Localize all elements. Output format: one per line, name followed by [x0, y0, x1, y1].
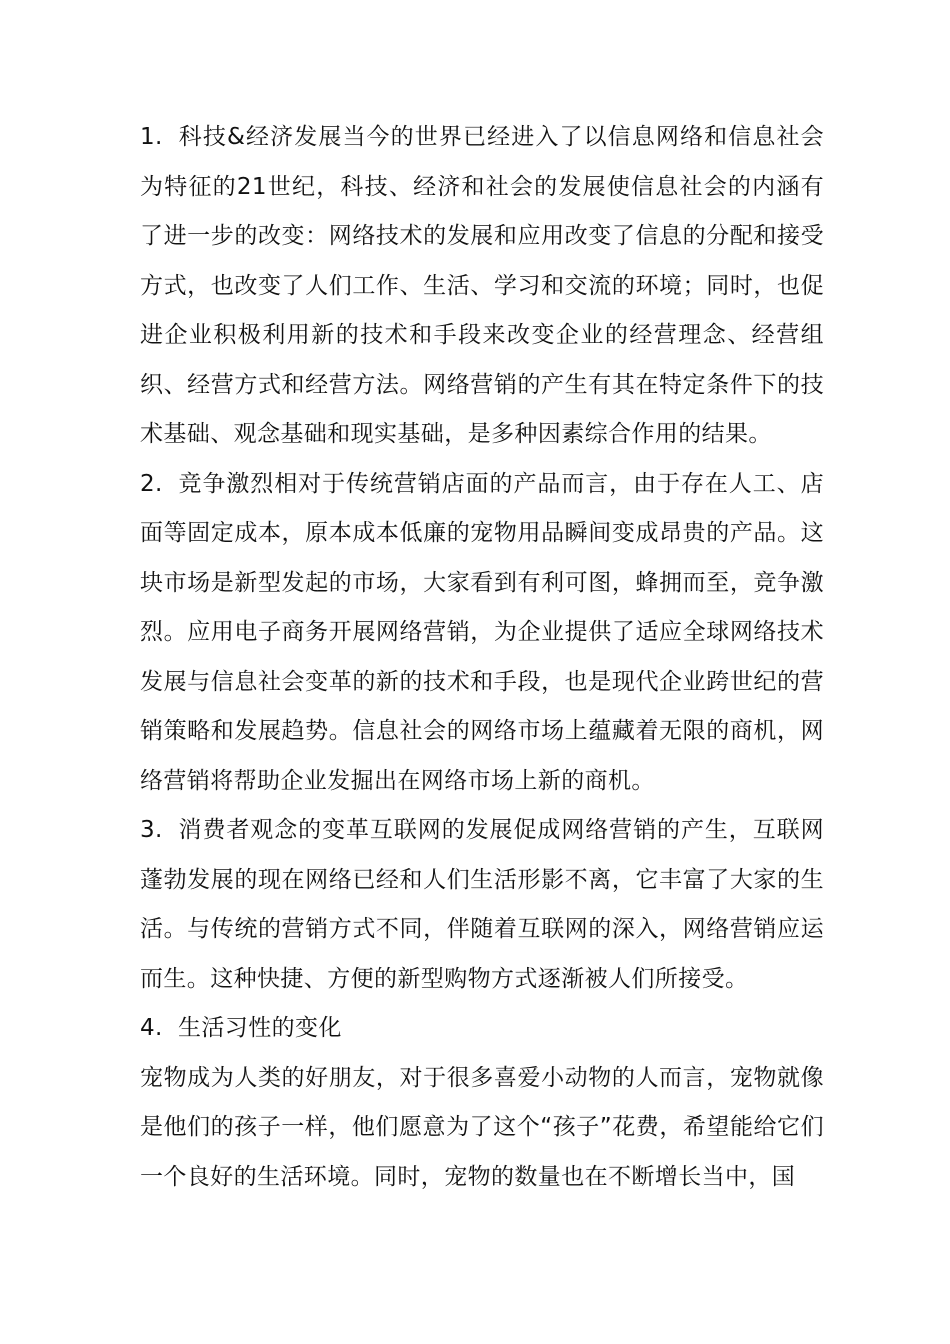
- paragraph-3: [140, 806, 824, 1004]
- paragraph-number: 3.: [140, 817, 163, 843]
- paragraph-number: 2.: [140, 470, 163, 497]
- paragraph-4-heading: [140, 1004, 824, 1054]
- paragraph-text: 消费者观念的变革互联网的发展促成网络营销的产生，互联网蓬勃发展的现在网络已经和人们生活形影不离，它丰富了大家的生活。与传统的营销方式不同，伴随着互联网的深入，网络营销应运而生。这种快捷、方便的新型购物方式逐渐被人们所接受。: [140, 817, 824, 992]
- paragraph-text: 竞争激烈相对于传统营销店面的产品而言，由于存在人工、店面等固定成本，原本成本低廉的宠物用品瞬间变成昂贵的产品。这块市场是新型发起的市场，大家看到有利可图，蜂拥而至，竞争激烈。应用电子商务开展网络营销，为企业提供了适应全球网络技术发展与信息社会变革的新的技术和手段，也是现代企业跨世纪的营销策略和发展趋势。信息社会的网络市场上蕴藏着无限的商机，网络营销将帮助企业发掘出在网络市场上新的商机。: [140, 470, 824, 794]
- paragraph-number: 4.: [140, 1015, 163, 1041]
- paragraph-2: [140, 460, 824, 807]
- document-body: [140, 113, 824, 1202]
- paragraph-number: 1.: [140, 124, 163, 150]
- paragraph-1: [140, 113, 824, 460]
- paragraph-text: 生活习性的变化: [178, 1015, 342, 1041]
- paragraph-text: 宠物成为人类的好朋友，对于很多喜爱小动物的人而言，宠物就像是他们的孩子一样，他们愿意为了这个“孩子”花费，希望能给它们一个良好的生活环境。同时，宠物的数量也在不断增长当中，国: [140, 1064, 824, 1190]
- paragraph-5: [140, 1054, 824, 1203]
- paragraph-text: 科技&经济发展当今的世界已经进入了以信息网络和信息社会为特征的21世纪，科技、经济和社会的发展使信息社会的内涵有了进一步的改变：网络技术的发展和应用改变了信息的分配和接受方式，也改变了人们工作、生活、学习和交流的环境；同时，也促进企业积极利用新的技术和手段来改变企业的经营理念、经营组织、经营方式和经营方法。网络营销的产生有其在特定条件下的技术基础、观念基础和现实基础，是多种因素综合作用的结果。: [140, 124, 824, 447]
